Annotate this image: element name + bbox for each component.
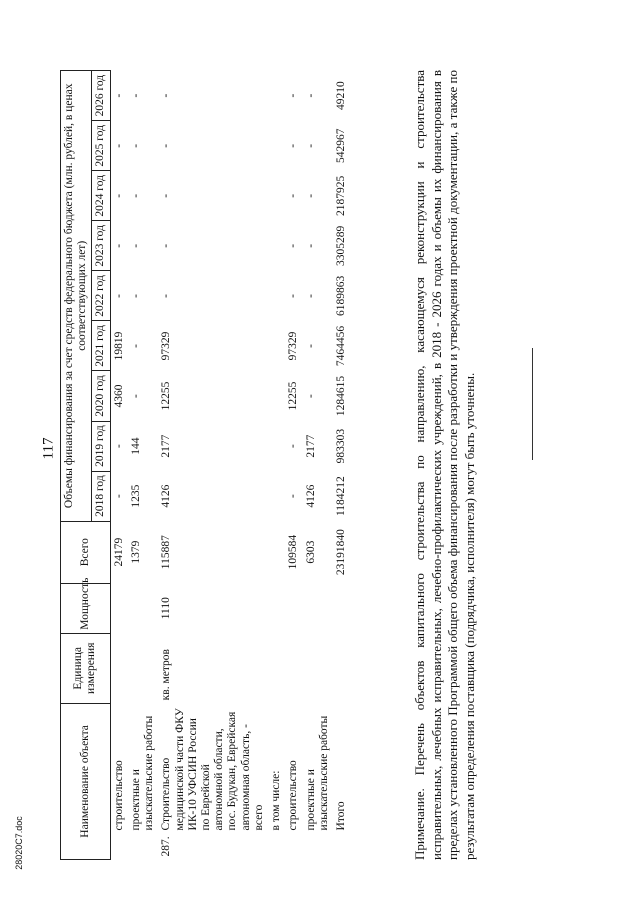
object-name: строительство xyxy=(112,760,125,831)
header-year-2025: 2025 год xyxy=(92,121,110,171)
year-cell: - xyxy=(287,143,300,148)
year-cell: - xyxy=(304,294,317,298)
unit-cell: кв. метров xyxy=(160,649,173,701)
year-cell: - xyxy=(129,394,142,398)
header-object-name: Наименование объекта xyxy=(61,703,111,859)
header-year-2023: 2023 год xyxy=(92,221,110,271)
year-cell xyxy=(268,271,285,321)
header-funding: Объемы финансирования за счет средств федерального бюджета (млн. рублей, в ценах соответствующих лет) xyxy=(61,71,92,522)
object-name: Строительство медицинской части ФКУ ИК-10 УФСИН России по Еврейской автономной области, пос. Будукан, Еврейская автономная область, - всего xyxy=(160,708,265,831)
year-cell: - xyxy=(304,93,317,98)
header-year-2022: 2022 год xyxy=(92,271,110,321)
year-cell: - xyxy=(287,444,300,448)
year-cell: - xyxy=(129,344,142,348)
year-cell: 4360 xyxy=(112,384,125,408)
year-cell xyxy=(268,121,285,171)
unit-cell xyxy=(110,633,128,703)
year-cell: 49210 xyxy=(334,81,347,110)
year-cell: 97329 xyxy=(287,331,300,361)
year-cell: - xyxy=(160,294,173,298)
row-number xyxy=(110,833,128,859)
footnote: Примечание. Перечень объектов капитального строительства по направлению, касающемуся реконструкции и строительства исправительных, лечебных исправительных, лечебно-профилактических учреждений, в 2018 - 2026 годах и объемы их финансирования в пределах установленного Программой общего объема финансирования после разработки и утверждения проектной документации, а также по результатам определения поставщика (подрядчика, исполнителя) могут быть уточнены. xyxy=(412,70,477,860)
year-cell: - xyxy=(129,143,142,148)
year-cell: 19819 xyxy=(112,331,125,361)
table-header-row-1 xyxy=(61,71,92,860)
year-cell: 12255 xyxy=(287,381,300,411)
year-cell: - xyxy=(160,93,173,98)
funding-table xyxy=(60,70,350,860)
capacity-cell xyxy=(110,583,128,633)
year-cell: - xyxy=(129,294,142,298)
header-capacity: Мощность xyxy=(61,583,111,633)
object-name: проектные и изыскательские работы xyxy=(129,715,156,831)
year-cell: 97329 xyxy=(160,331,173,361)
year-cell xyxy=(268,321,285,371)
table-row xyxy=(285,71,302,860)
header-unit: Единица измерения xyxy=(61,633,111,703)
header-year-2024: 2024 год xyxy=(92,171,110,221)
year-cell: - xyxy=(112,444,125,448)
year-cell: - xyxy=(112,193,125,198)
rotated-page-content xyxy=(60,10,600,860)
row-number: 287. xyxy=(160,836,173,857)
table-row xyxy=(110,71,128,860)
capacity-cell xyxy=(303,583,333,633)
year-cell: - xyxy=(129,193,142,198)
header-year-2026: 2026 год xyxy=(92,71,110,121)
table-row xyxy=(128,71,158,860)
total-cell xyxy=(268,521,285,583)
year-cell: 3305289 xyxy=(334,225,347,266)
year-cell: 1235 xyxy=(129,484,142,508)
year-cell: 542967 xyxy=(334,128,347,164)
unit-cell xyxy=(303,633,333,703)
table-row-total xyxy=(333,71,350,860)
year-cell: 144 xyxy=(129,437,142,455)
header-total: Всего xyxy=(61,521,111,583)
header-year-2019: 2019 год xyxy=(92,421,110,471)
total-cell: 1379 xyxy=(129,540,142,564)
capacity-cell: 1110 xyxy=(160,597,173,620)
header-year-2018: 2018 год xyxy=(92,471,110,521)
capacity-cell xyxy=(128,583,158,633)
total-cell: 23191840 xyxy=(334,529,347,576)
year-cell: 1184212 xyxy=(334,476,347,517)
object-name: строительство xyxy=(287,760,300,831)
year-cell: - xyxy=(287,294,300,298)
year-cell: - xyxy=(129,243,142,248)
object-name: Итого xyxy=(334,801,347,831)
year-cell: 4126 xyxy=(304,484,317,508)
row-number xyxy=(268,833,285,859)
year-cell: - xyxy=(287,494,300,499)
year-cell: 983303 xyxy=(334,428,347,464)
header-year-2020: 2020 год xyxy=(92,371,110,421)
year-cell: 2177 xyxy=(304,434,317,458)
year-cell: 6189863 xyxy=(334,275,347,317)
total-cell: 6303 xyxy=(304,540,317,564)
header-year-2021: 2021 год xyxy=(92,321,110,371)
year-cell xyxy=(268,71,285,121)
year-cell xyxy=(268,371,285,421)
year-cell: 1284615 xyxy=(334,375,347,417)
total-cell: 115887 xyxy=(160,535,173,570)
year-cell: - xyxy=(129,93,142,98)
total-cell: 109584 xyxy=(287,534,300,570)
page-number: 117 xyxy=(40,437,57,460)
table-row xyxy=(268,71,285,860)
row-number xyxy=(285,833,302,859)
year-cell: - xyxy=(112,294,125,298)
row-number xyxy=(128,833,158,859)
year-cell: - xyxy=(287,93,300,98)
year-cell: - xyxy=(287,243,300,248)
year-cell: - xyxy=(160,143,173,148)
document-id: 28020C7.doc xyxy=(13,816,24,870)
year-cell: - xyxy=(160,193,173,198)
year-cell: - xyxy=(304,394,317,398)
row-number xyxy=(303,833,333,859)
year-cell: - xyxy=(112,494,125,499)
year-cell: 4126 xyxy=(160,484,173,508)
row-number xyxy=(333,833,350,859)
year-cell: - xyxy=(160,243,173,248)
year-cell xyxy=(268,421,285,471)
year-cell: - xyxy=(304,143,317,148)
separator-line xyxy=(532,348,533,460)
year-cell xyxy=(268,471,285,521)
object-name: проектные и изыскательские работы xyxy=(304,715,330,831)
year-cell: - xyxy=(304,344,317,348)
year-cell: 2177 xyxy=(160,434,173,458)
year-cell: - xyxy=(112,143,125,148)
capacity-cell xyxy=(268,583,285,633)
capacity-cell xyxy=(285,583,302,633)
total-cell: 24179 xyxy=(112,537,125,567)
object-name: в том числе: xyxy=(270,770,283,831)
year-cell: 2187925 xyxy=(334,175,347,216)
unit-cell xyxy=(285,633,302,703)
year-cell xyxy=(268,221,285,271)
unit-cell xyxy=(128,633,158,703)
year-cell: - xyxy=(112,243,125,248)
capacity-cell xyxy=(333,583,350,633)
year-cell: 7464456 xyxy=(334,325,347,367)
unit-cell xyxy=(333,633,350,703)
year-cell: - xyxy=(287,193,300,198)
year-cell: 12255 xyxy=(160,381,173,411)
table-row xyxy=(303,71,333,860)
year-cell: - xyxy=(304,193,317,198)
year-cell: - xyxy=(304,243,317,248)
table-row xyxy=(158,71,268,860)
unit-cell xyxy=(268,633,285,703)
year-cell xyxy=(268,171,285,221)
year-cell: - xyxy=(112,93,125,98)
